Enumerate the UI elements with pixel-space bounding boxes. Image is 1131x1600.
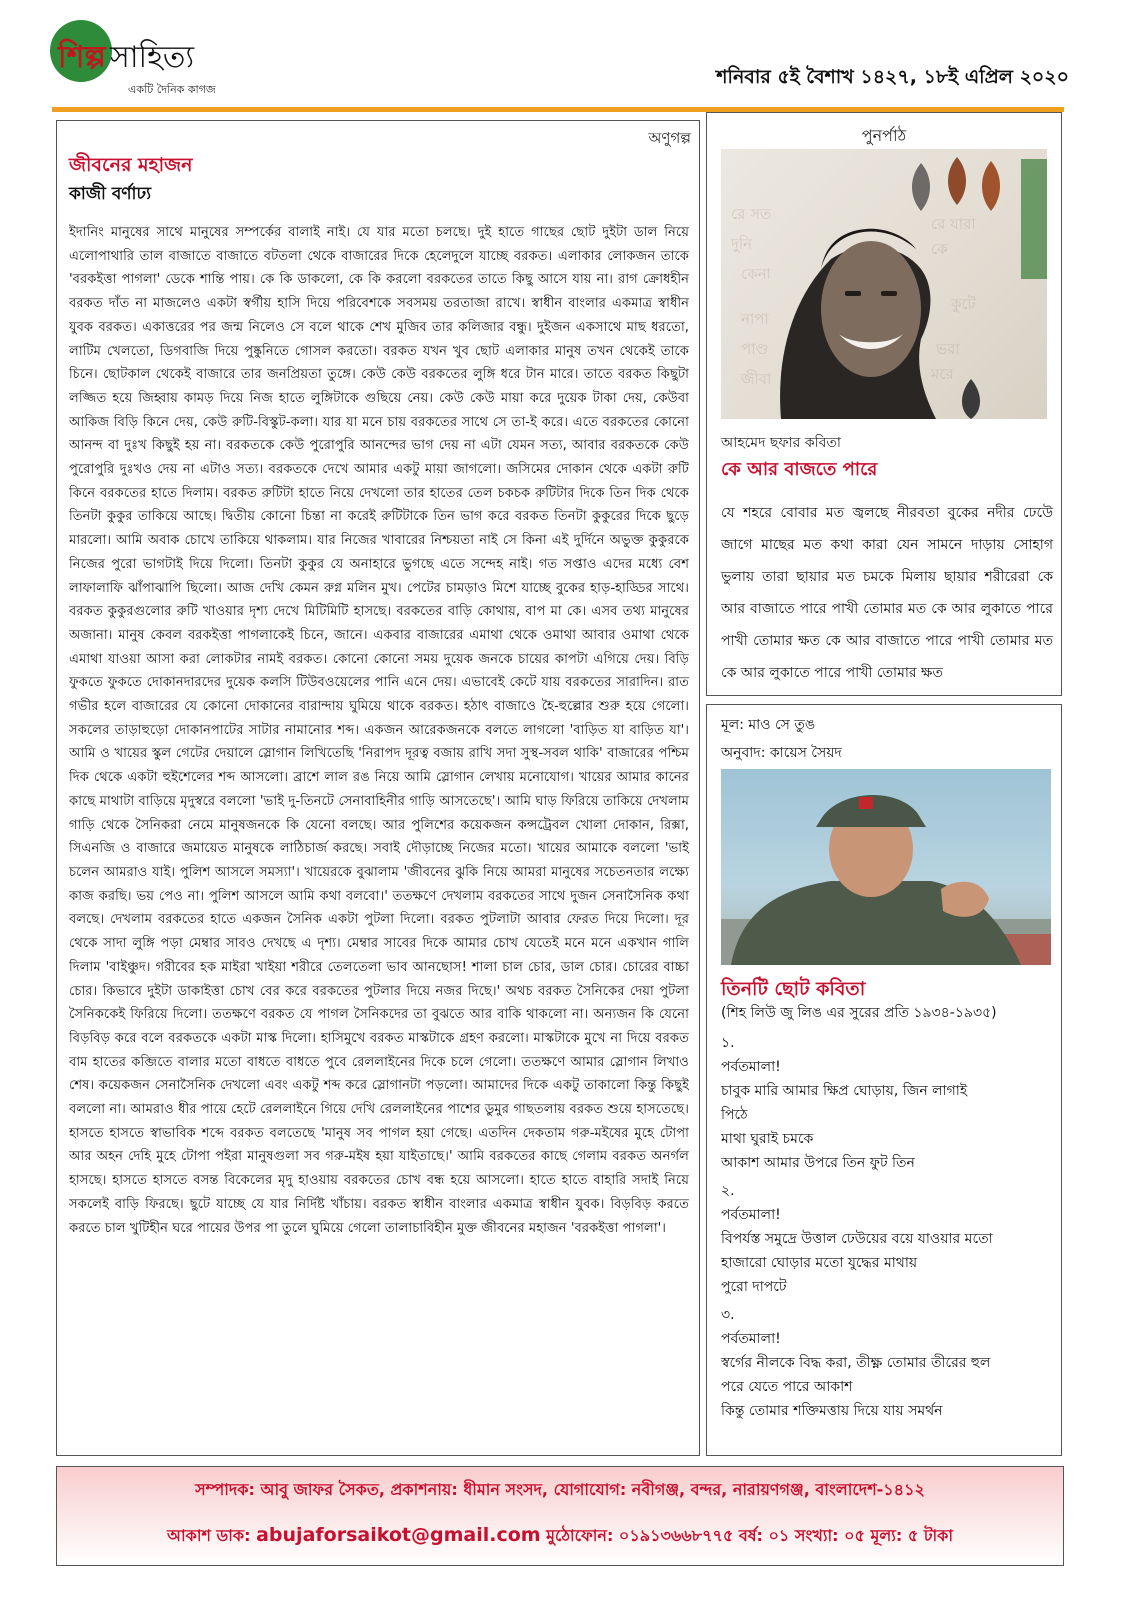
reprint-label: পুনর্পাঠ <box>861 126 907 145</box>
poem1-title: কে আর বাজতে পারে <box>721 459 878 480</box>
email-link[interactable]: abujaforsaikot@gmail.com <box>256 1524 541 1546</box>
poem-line: ১. <box>721 1035 735 1051</box>
poem2-body <box>721 1027 1053 1423</box>
svg-text:দুনি: দুনি <box>731 235 753 253</box>
poem-line: পরে যেতে পারে আকাশ <box>721 1379 853 1395</box>
story-column <box>56 120 700 1456</box>
footer-contact <box>57 1523 1063 1550</box>
poem-line: পর্বতমালা! <box>721 1059 781 1075</box>
story-section-label: অণুগল্প <box>648 129 691 147</box>
email-label: আকাশ ডাক: <box>166 1526 251 1545</box>
reprint-box <box>706 112 1062 696</box>
poem1-body: যে শহরে বোবার মত জ্বলছে নীরবতা বুকের নদীর ঢেউে জাগে মাছের মত কথা কারা যেন সামনে দাড়ায় সোহাগ ভুলায় তারা ছায়ার মত চমকে মিলায় ছায়ার শরীরেরা কে আর বাজাতে পারে পাখী তোমার মত কে আর লুকাতে পারে পাখী তোমার ক্ষত কে আর বাজাতে পারে পাখী তোমার মত কে আর লুকাতে পারে পাখী তোমার ক্ষত <box>721 505 1053 681</box>
masthead <box>0 0 1131 120</box>
poem2-subtitle: (শিহ লিউ জু লিঙ এর সুরের প্রতি ১৯৩৪-১৯৩৫) <box>721 1005 997 1021</box>
svg-text:পাণ্ড: পাণ্ড <box>741 340 769 358</box>
poem-line: হাজারো ঘোড়ার মতো যুদ্ধের মাথায় <box>721 1255 918 1271</box>
poet-credit: আহমেদ ছফার কবিতা <box>721 435 841 451</box>
footer <box>56 1466 1064 1566</box>
poem-line: পর্বতমালা! <box>721 1331 781 1347</box>
poem-line: পর্বতমালা! <box>721 1207 781 1223</box>
story-author: কাজী বর্ণাঢ্য <box>69 184 152 204</box>
poem-line: মাথা ঘুরাই চমকে <box>721 1131 814 1147</box>
poem-line: পুরো দাপটে <box>721 1279 787 1295</box>
poem-line: বিপর্যস্ত সমুদ্রে উত্তাল ঢেউয়ের বয়ে যাওয়ার মতো <box>721 1231 993 1247</box>
svg-text:রে সত: রে সত <box>731 205 772 223</box>
story-title: জীবনের মহাজন <box>69 154 193 176</box>
svg-text:ভরা: ভরা <box>936 340 960 358</box>
poem2-title: তিনটি ছোট কবিতা <box>721 978 866 1000</box>
poem-line: ২. <box>721 1183 735 1199</box>
translator: অনুবাদ: কায়েস সৈয়দ <box>721 745 842 761</box>
portrait-photo-icon <box>721 149 1047 419</box>
svg-text:নাপা: নাপা <box>741 310 769 328</box>
logo-part1: শিল্প <box>58 40 106 75</box>
poem-line: কিন্তু তোমার শক্তিমত্তায় দিয়ে যায় সমর্থন <box>721 1403 943 1419</box>
poem-line: চাবুক মারি আমার ক্ষিপ্র ঘোড়ায়, জিন লাগাই <box>721 1083 968 1099</box>
portrait-photo-icon <box>721 769 1051 965</box>
svg-text:রে যারা: রে যারা <box>931 215 976 233</box>
translated-poems-box <box>706 704 1062 1456</box>
leader-portrait-photo <box>721 769 1051 965</box>
svg-text:জীবা: জীবা <box>741 370 772 388</box>
logo-tagline: একটি দৈনিক কাগজ <box>128 83 216 96</box>
footer-details: মুঠোফোন: ০১৯১৩৬৬৮৭৭৫ বর্ষ: ০১ সংখ্যা: ০৫ মূল্য: ৫ টাকা <box>546 1526 954 1545</box>
poem-line: স্বর্গের নীলকে বিদ্ধ করা, তীক্ষ্ণ তোমার তীরের হুল <box>721 1355 991 1371</box>
poem-line: আকাশ আমার উপরে তিন ফুট তিন <box>721 1155 915 1171</box>
svg-text:মরে: মরে <box>931 365 954 383</box>
svg-text:কেনা: কেনা <box>741 265 771 283</box>
svg-text:কে: কে <box>931 240 948 258</box>
logo-part2: সাহিত্য <box>110 40 195 75</box>
poem-line: পিঠে <box>721 1107 748 1123</box>
story-body: ইদানিং মানুষের সাথে মানুষের সম্পর্কের বালাই নাই। যে যার মতো চলছে। দুই হাতে গাছের ছোট দুইটা ডাল নিয়ে এলোপাথারি তাল বাজাতে বাজাতে বটতলা থেকে বাজারের দিকে হেলেদুলে যাচ্ছে বরকত। এলাকার লোকজন তাকে 'বরকইত্তা পাগলা' ডেকে শান্তি পায়। কে কি ডাকলো, কে কি করলো বরকতের তাতে কিছু আসে যায় না। রাগ ক্রোধহীন বরকত দাঁত না মাজলেও একটা স্বর্গীয় হাসি দিয়ে পরিবেশকে সবসময় তরতাজা রাখে। স্বাধীন বাংলার একমাত্র স্বাধীন যুবক বরকত। একাত্তরের পর জন্ম নিলেও সে বলে থাকে শেখ মুজিব তার কলিজার বন্ধু। দুইজন একসাথে মাছ ধরতো, লাটিম খেলতো, ডিগবাজি দিয়ে পুষ্কুনিতে গোসল করতো। বরকত যখন খুব ছোট এলাকার মানুষ তখন থেকেই তাকে চিনে। ছোটকাল থেকেই বাজারে তার জনপ্রিয়তা তুঙ্গে। কেউ কেউ বরকতের লুঙ্গি ধরে টান মারে। তাতে বরকত কিছুটা লজ্জিত হয়ে জিহ্বায় কামড় দিয়ে নিজ হাতে লুঙ্গিটাকে গুছিয়ে নেয়। কেউ কেউ মায়া করে দুয়েক টাকা দেয়, কেউবা আকিজ বিড়ি কিনে দেয়, কেউ রুটি-বিস্কুট-কলা। যার যা মনে চায় বরকতের সাথে সে তা-ই করে। এতে বরকতের কোনো আনন্দ বা দুঃখ কিছুই হয় না। বরকতকে কেউ পুরোপুরি আনন্দের ভাগ দেয় না এটা যেমন সত্য, আবার বরকতকে কেউ পুরোপুরি দুঃখও দেয় না এটাও সত্য। বরকতকে দেখে আমার একটু মায়া জাগলো। জসিমের দোকান থেকে একটা রুটি কিনে বরকতের হাতে দিলাম। বরকত রুটিটা হাতে নিয়ে দেখলো তার হাতের তেল চকচক রুটিটার দিকে তিন দিক থেকে তিনটা কুকুর তাকিয়ে আছে। দ্বিতীয় কোনো চিন্তা না করেই রুটিটাকে তিন ভাগ করে বরকত তিনটা কুকুরের দিকে ছুড়ে মারলো। আমি অবাক চোখে তাকিয়ে থাকলাম। যার নিজের খাবারের নিশ্চয়তা নাই সে কিনা এই দুর্দিনে অভুক্ত কুকুরকে নিজের পুরো ভাগটাই দিয়ে দিলো। তিনটা কুকুর যে অনাহারে ভুগছে এতে সন্দেহ নাই। গত সপ্তাও এদের মধ্যে বেশ লাফালাফি ঝাঁপাঝাপি ছিলো। আজ দেখি কেমন রুগ্ন মলিন মুখ। পেটের চামড়াও মিশে যাচ্ছে বুকের হাড়-হাড্ডির সাথে। বরকত কুকুরগুলোর রুটি খাওয়ার দৃশ্য দেখে মিটিমিটি হাসছে। বরকতের বাড়ি কোথায়, বাপ মা কে। এসব তথ্য মানুষের অজানা। মানুষ কেবল বরকইত্তা পাগলাকেই চিনে, জানে। একবার বাজারের এমাথা থেকে ওমাথা আবার ওমাথা থেকে এমাথা যাওয়া আসা করা লোকটার নামই বরকত। কোনো কোনো সময় দুয়েক জনকে চায়ের কাপটা এগিয়ে দেয়। বিড়ি ফুকতে ফুকতে দোকানদারদের দুয়েক কলসি টিউবওয়েলের পানি এনে দেয়। এভাবেই কেটে যায় বরকতের সারাদিন। রাত গভীর হলে বাজারের যে কোনো দোকানের বারান্দায় ঘুমিয়ে থাকে বরকত। হঠাৎ বাজাওে হৈ-হুল্লোর শুরু হয়ে গেলো। সকলের তাড়াহুড়ো দোকানপাটের সাটার নামানোর শব্দ। একজন আরেকজনকে বলতে লাগলো 'বাড়িত যা বাড়িত যা'। আমি ও খায়ের স্কুল গেটের দেয়ালে স্লোগান লিখিতেছি 'নিরাপদ দূরত্ব বজায় রাখি সদা সুস্থ-সবল থাকি' বাজারের পশ্চিম দিক থেকে একটা হুইশেলের শব্দ আসলো। ব্রাশে লাল রঙ নিয়ে আমি স্লোগান লেখায় মনোযোগ। খায়ের আমার কানের কাছে মাথাটা বাড়িয়ে মৃদুস্বরে বললো 'ভাই দু-তিনটে সেনাবাহিনীর গাড়ি আসতেছে'। আমি ঘাড় ফিরিয়ে তাকিয়ে দেখলাম গাড়ি থেকে সৈনিকরা নেমে মানুষজনকে কি যেনো বলছে। আর পুলিশের কয়েকজন কন্সট্রেবল খোলা দোকান, রিক্সা, সিএনজি ও বাজারে জমায়েত মানুষকে লাঠিচার্জ করছে। সবাই দৌড়াচ্ছে নিজের মতো। খায়ের আমাকে বললো 'ভাই চলেন আমরাও যাই। পুলিশ আসলে সমস্যা'। খায়েরকে বুঝালাম 'জীবনের ঝুকি নিয়ে আমরা মানুষের সচেতনতার লক্ষ্যে কাজ করছি। ভয় পেও না। পুলিশ আসলে আমি কথা বলবো।' ততক্ষণে দেখলাম বরকতের সাথে দুজন সেনাসৈনিক কথা বলছে। দেখলাম বরকতের হাতে একজন সৈনিক একটা পুটলা দিলো। বরকত পুটলাটা আবার ফেরত দিয়ে দিলো। দূর থেকে সাদা লুঙ্গি পড়া মেম্বার সাবও দেখছে এ দৃশ্য। মেম্বার সাবের দিকে আমার চোখ যেতেই মনে মনে একখান গালি দিলাম 'বাইঞ্চুদ। গরীবের হক মাইরা খাইয়া শরীরে তেলতেলা ভাব আনছোস! শালা চাল চোর, ডাল চোর। চোরের বাচ্চা চোর। কিভাবে দুইটা ডাকাইত্তা চোখ বের করে বরকতের পুটলার দিয়ে নজর দিছে।' অথচ বরকত সৈনিকের দেয়া পুটলা সৈনিককেই ফিরিয়ে দিলো। ততক্ষণে বরকত যে পাগল সৈনিকদের তা বুঝতে আর বাকি থাকলো না। অন্যজন কি যেনো বিড়বিড় করে বলে বরকতকে একটা মাস্ক দিলো। হাসিমুখে বরকত মাস্কটাকে গ্রহণ করলো। মাস্কটাকে মুখে না দিয়ে বরকত বাম হাতের কব্জিতে বালার মতো বাধতে বাধতে পুবে রেললাইনের দিকে চলে গেলো। ততক্ষণে আমার স্লোগান লিখাও শেষ। কয়েকজন সেনাসৈনিক দেখলো এবং একটু শব্দ করে স্লোগানটা পড়লো। আমাদের দিকে একটু তাকালো কিন্তু কিছুই বললো না। আমরাও ধীর পায়ে হেটে রেললাইনে গিয়ে দেখি রেললাইনের পাশের ডুমুর গাছতলায় বরকত শুয়ে হাসতেছে। হাসতে হাসতে স্বাভাবিক শব্দে বরকত বলতেছে 'মানুষ সব পাগল হয়া গেছে। এতদিন দেকতাম গরু-মইষের মুহে টোপা আর অহন দেহি মুহে টোপা পইরা মানুষগুলা সব গরু-মইষ হয়া যাইতাছে।' আমি বরকতের কাছে গেলাম বরকত অনর্গল হাসছে। হাসতে হাসতে বসন্ত বিকেলের মৃদু হাওয়ায় বরকতের চোখ বন্ধ হয়ে আসলো। হাতে হাতে বাহারি সদাই নিয়ে সকলেই বাড়ি ফিরছে। ছুটে যাচ্ছে যে যার নির্দিষ্ট খাঁচায়। বরকত স্বাধীন বাংলার একমাত্র স্বাধীন যুবক। বিড়বিড় করতে করতে চাল খুটিহীন ঘরে পায়ের উপর পা তুলে ঘুমিয়ে গেলো তালাচাবিহীন মুক্ত জীবনের মহাজন 'বরকইত্তা পাগলা'। <box>69 225 689 1236</box>
dateline: শনিবার ৫ই বৈশাখ ১৪২৭, ১৮ই এপ্রিল ২০২০ <box>716 66 1069 88</box>
poem-line: ৩. <box>721 1307 735 1323</box>
poet-portrait-photo <box>721 149 1047 419</box>
original-author: মূল: মাও সে তুঙ <box>721 717 816 733</box>
svg-text:কুটে: কুটে <box>951 295 976 313</box>
footer-credits: সম্পাদক: আবু জাফর সৈকত, প্রকাশনায়: ধীমান সংসদ, যোগাযোগ: নবীগঞ্জ, বন্দর, নারায়ণগঞ্জ, বাংলাদেশ-১৪১২ <box>195 1480 925 1499</box>
